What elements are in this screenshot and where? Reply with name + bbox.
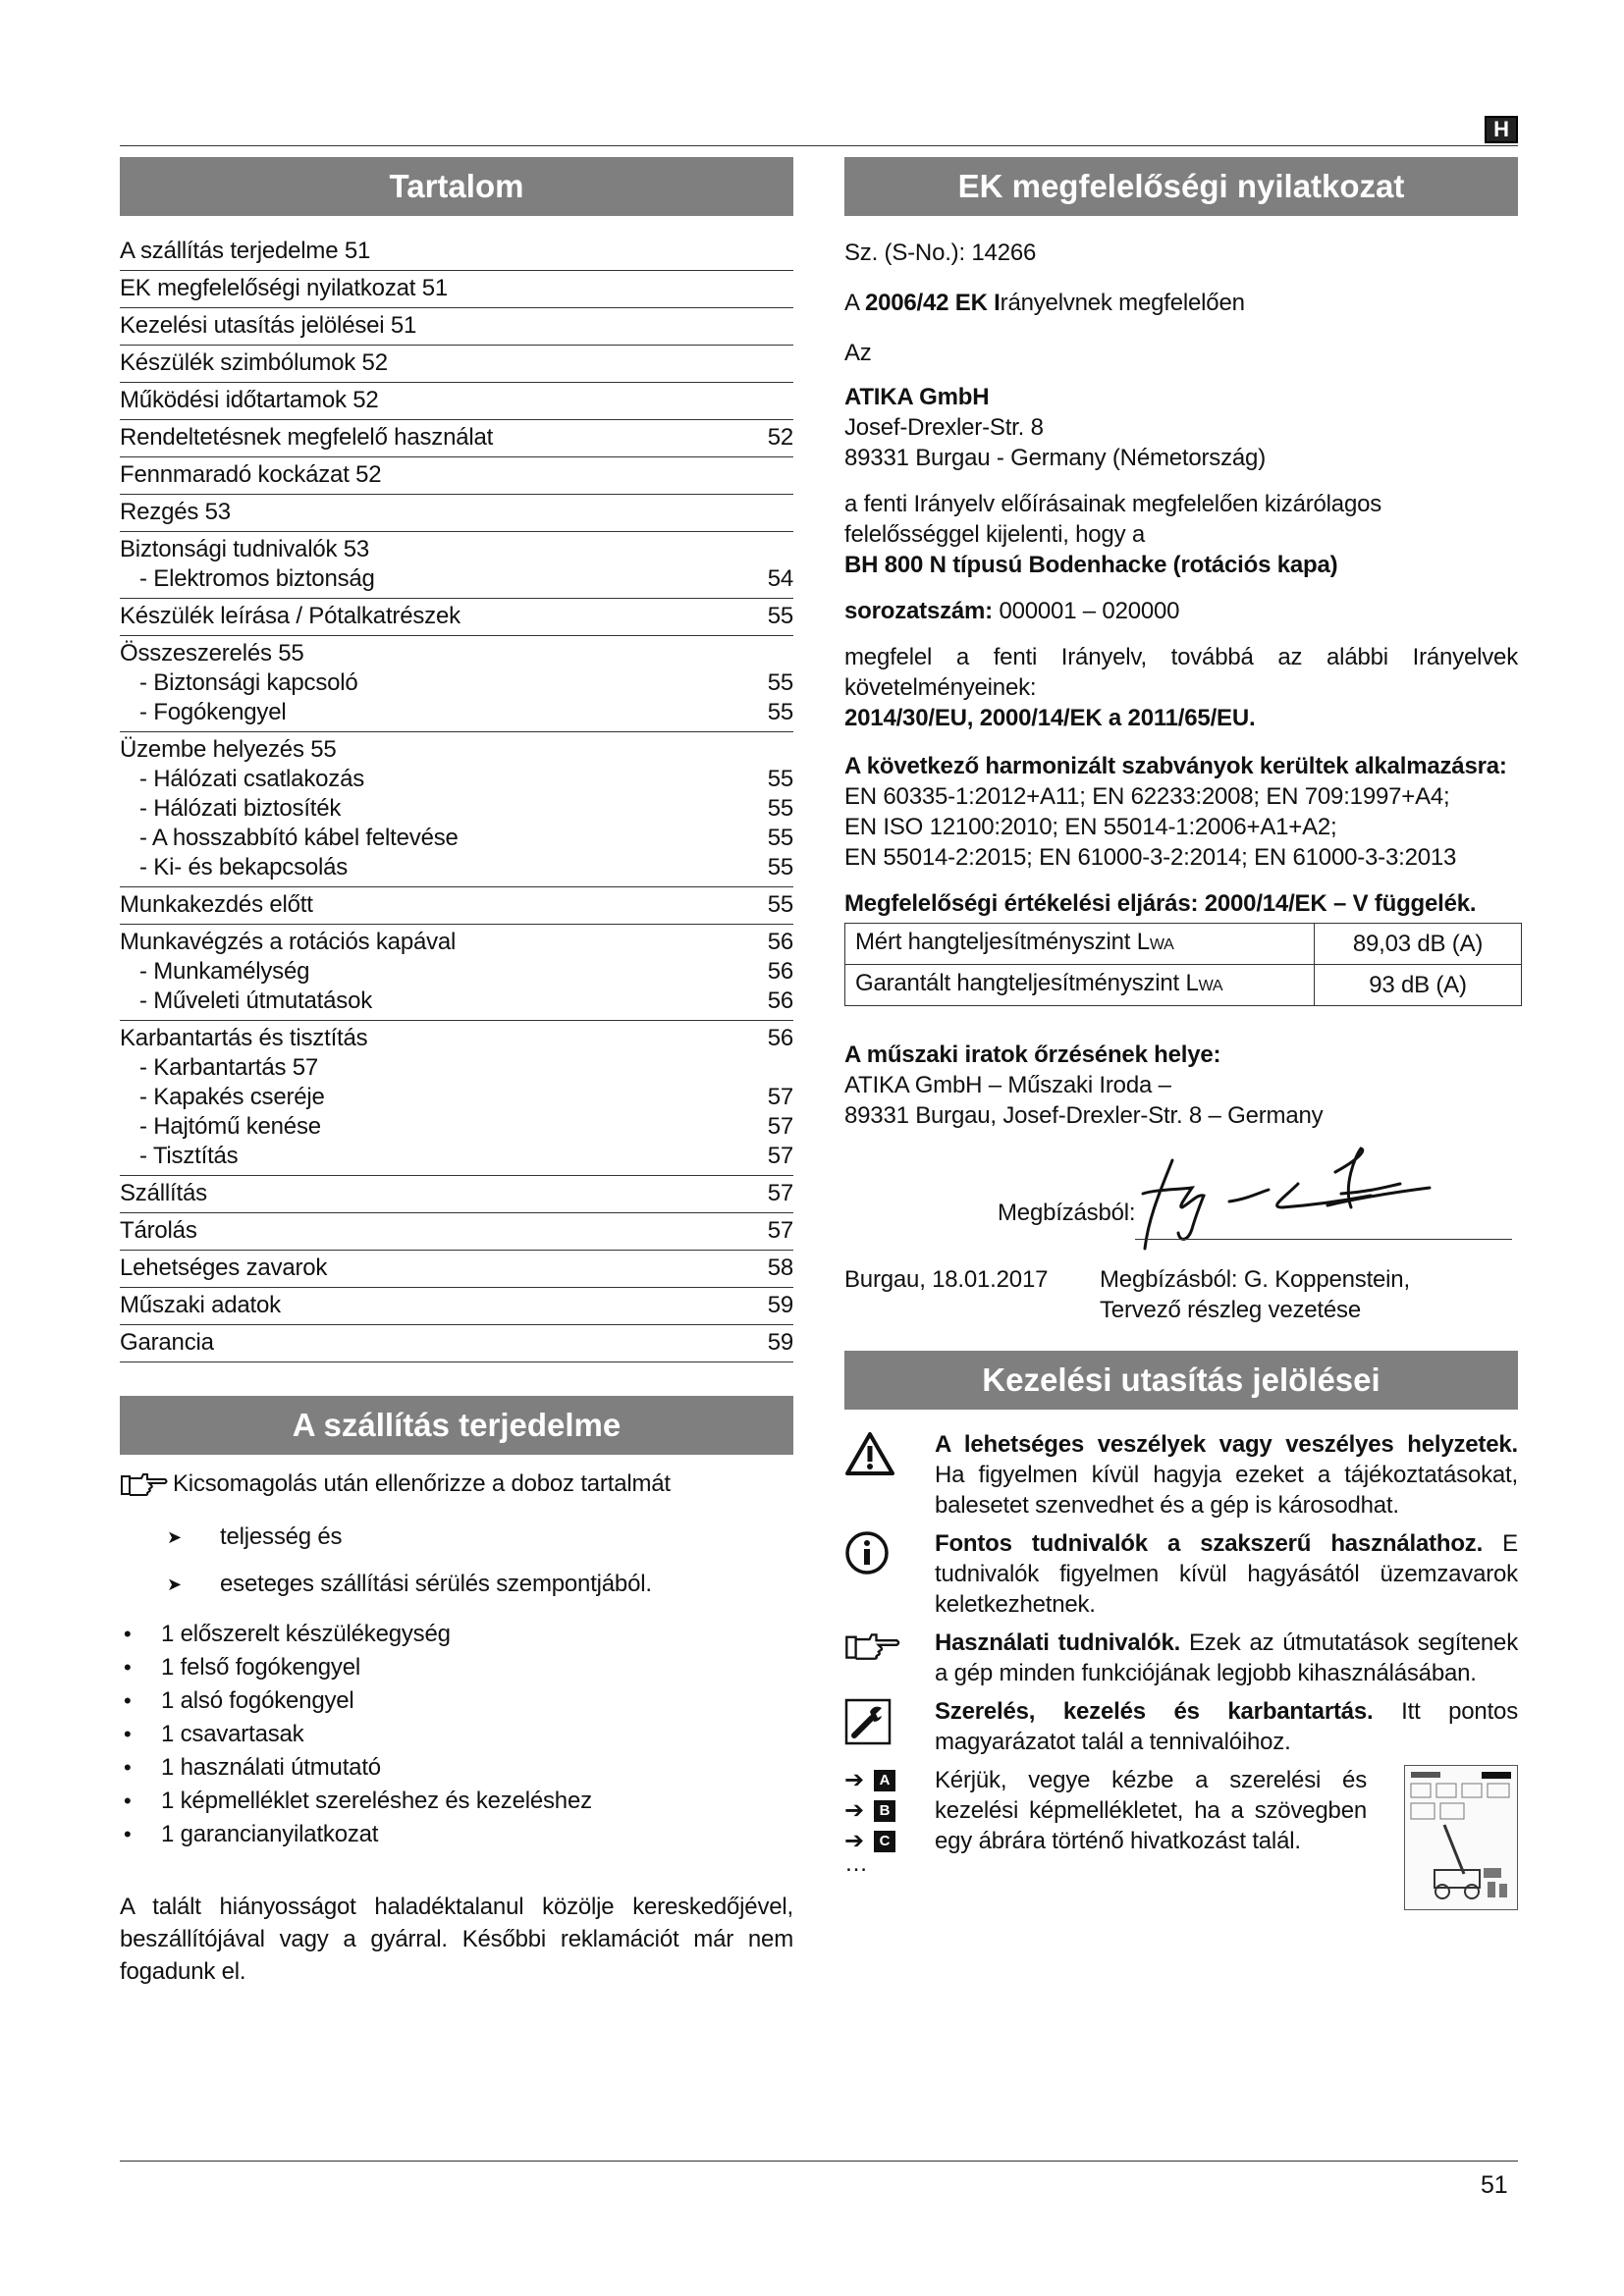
scope-item-text: 1 használati útmutató [161,1754,381,1781]
wrench-icon [844,1696,935,1745]
toc-row [120,1254,793,1283]
notation-body: E tudnivalók figyelmen kívül hagyásától üzemzavarok keletkezhetnek. [935,1530,1518,1618]
bottom-rule [120,2161,1518,2162]
toc-sub-row [120,1112,793,1142]
toc-row [120,602,793,631]
standard-line: EN 60335-1:2012+A11; EN 62233:2008; EN 709:1997+A4; [844,783,1450,810]
scope-check-list [167,1514,793,1608]
toc-sub-row [120,1053,793,1083]
toc-row [120,1024,793,1053]
toc-label: Összeszerelés 55 [120,640,304,667]
toc-page [758,460,793,490]
toc-sub-label: - Elektromos biztonság [139,565,375,592]
scope-item [120,1818,793,1851]
notation-bold: A lehetséges veszélyek vagy veszélyes helyzetek. [935,1431,1518,1458]
notation-item [844,1429,1518,1521]
signer-block [1100,1264,1410,1325]
date-row [844,1264,1518,1325]
toc-page [758,639,793,668]
toc-label: A szállítás terjedelme 51 [120,238,371,264]
toc-entry [120,271,793,308]
toc-page [758,311,793,341]
signature-block [844,1147,1518,1264]
sound-label: Mért hangteljesítményszint L [855,929,1150,955]
notation-list [844,1429,1518,1757]
toc-label: Garancia [120,1329,214,1356]
toc-sub-row [120,668,793,698]
toc-label: EK megfelelőségi nyilatkozat 51 [120,275,448,301]
toc-row [120,460,793,490]
signature-date: Burgau, 18.01.2017 [844,1266,1049,1293]
scope-item [120,1618,793,1651]
arrow-bullet-icon: ➤ [167,1575,182,1594]
sound-row [845,965,1522,1006]
scope-check-text: teljesség és [220,1523,343,1550]
toc-label: Készülék leírása / Pótalkatrészek [120,603,460,629]
toc-sub-row [120,1083,793,1112]
toc-sub-label: - Hálózati csatlakozás [139,766,365,792]
assessment-heading: Megfelelőségi értékelési eljárás: 2000/14/EK – V függelék. [844,890,1477,917]
toc-label: Szállítás [120,1180,207,1206]
toc-entry [120,1213,793,1251]
toc-label: Karbantartás és tisztítás [120,1025,368,1051]
toc-row [120,423,793,453]
toc-entry [120,532,793,599]
scope-intro [120,1468,793,1500]
toc-page: 55 [767,603,793,629]
toc-page [758,348,793,378]
toc-label: Műszaki adatok [120,1292,281,1318]
toc-entry [120,1251,793,1288]
sound-row [845,924,1522,965]
hand-pointer-icon [120,1470,169,1498]
bullet-dot-icon: • [124,1789,132,1813]
toc-sub-label: - Fogókengyel [139,699,287,725]
toc-sub-page: 57 [767,1113,793,1140]
company-street: Josef-Drexler-Str. 8 [844,414,1044,441]
notation-body: Itt pontos magyarázatot talál a tennivalóihoz. [935,1698,1518,1755]
bullet-dot-icon: • [124,1655,132,1680]
toc-row [120,928,793,957]
toc-label: Készülék szimbólumok 52 [120,349,388,376]
standard-line: EN 55014-2:2015; EN 61000-3-2:2014; EN 61000-3-3:2013 [844,844,1457,871]
reference-row [844,1765,935,1795]
signature-line [1135,1239,1512,1240]
toc-page: 56 [767,929,793,955]
toc-sub-row [120,957,793,987]
notation-text [935,1429,1518,1521]
notation-body: Ezek az útmutatások segítenek a gép minden funkciójának legjobb kihasználásában. [935,1629,1518,1686]
toc-entry [120,1288,793,1325]
toc-row [120,311,793,341]
scope-item-text: 1 garancianyilatkozat [161,1821,379,1847]
toc-label: Üzembe helyezés 55 [120,736,337,763]
bullet-dot-icon: • [124,1622,132,1646]
serial-range-value: 000001 – 020000 [992,598,1180,624]
toc-page [758,237,793,266]
standard-line: EN ISO 12100:2010; EN 55014-1:2006+A1+A2; [844,814,1337,840]
toc-label: Lehetséges zavarok [120,1255,328,1281]
toc-row [120,1291,793,1320]
toc-sub-page: 55 [767,825,793,851]
notation-text [935,1628,1518,1688]
scope-item-text: 1 alsó fogókengyel [161,1687,354,1714]
reference-letter-box: C [874,1831,895,1852]
toc-page: 56 [767,1025,793,1051]
notation-item [844,1528,1518,1620]
toc-sub-label: - Ki- és bekapcsolás [139,854,349,881]
sound-value: 89,03 dB (A) [1315,924,1522,965]
toc-entry [120,1325,793,1362]
bullet-dot-icon: • [124,1688,132,1713]
scope-item-list [120,1618,793,1851]
declaration-statement: a fenti Irányelv előírásainak megfelelően kizárólagos felelősséggel kijelenti, hogy a [844,491,1382,548]
sound-label-sub: WA [1198,978,1223,994]
further-directives: 2014/30/EU, 2000/14/EK a 2011/65/EU. [844,705,1256,731]
toc-page: 59 [767,1329,793,1356]
signature-label: Megbízásból: [998,1200,1136,1226]
scope-check-item [167,1561,793,1608]
toc-page: 59 [767,1292,793,1318]
toc-sub-label: - Hajtómű kenése [139,1113,321,1140]
scope-item [120,1718,793,1751]
scope-item [120,1785,793,1818]
warning-triangle-icon [844,1429,935,1476]
toc-page: 58 [767,1255,793,1281]
scope-intro-text: Kicsomagolás után ellenőrizze a doboz tartalmát [173,1470,671,1497]
notation-bold: Használati tudnivalók. [935,1629,1181,1656]
docs-heading: A műszaki iratok őrzésének helye: [844,1041,1221,1068]
toc-list [120,234,793,1362]
sound-label-sub: WA [1149,936,1174,953]
toc-row [120,735,793,765]
reference-arrow-icon: ➔ [844,1828,864,1854]
notation-bold: Szerelés, kezelés és karbantartás. [935,1698,1374,1725]
toc-sub-page [758,1053,793,1083]
toc-sub-page: 55 [767,854,793,881]
az-line: Az [844,340,872,366]
toc-sub-label: - Tisztítás [139,1143,239,1169]
reference-arrow-icon: ➔ [844,1797,864,1824]
language-badge: H [1485,116,1518,143]
toc-sub-page: 55 [767,699,793,725]
docs-line-2: 89331 Burgau, Josef-Drexler-Str. 8 – Germany [844,1102,1324,1129]
toc-page [758,274,793,303]
scope-item-text: 1 felső fogókengyel [161,1654,361,1681]
signer-line-2: Tervező részleg vezetése [1100,1297,1361,1323]
top-rule [120,145,1518,146]
toc-sub-label: - Biztonsági kapcsoló [139,669,358,696]
toc-row [120,348,793,378]
toc-sub-page: 54 [767,565,793,592]
arrow-bullet-icon: ➤ [167,1527,182,1547]
toc-title: Tartalom [120,157,793,216]
standards-list [844,781,1518,873]
toc-page: 55 [767,891,793,918]
directive-bold: 2006/42 EK I [864,290,1001,316]
declaration-title: EK megfelelőségi nyilatkozat [844,157,1518,216]
toc-sub-label: - Műveleti útmutatások [139,988,373,1014]
toc-row [120,1216,793,1246]
toc-entry [120,346,793,383]
toc-label: Biztonsági tudnivalók 53 [120,536,370,562]
toc-sub-label: - Kapakés cseréje [139,1084,325,1110]
reference-box-list [844,1765,935,1856]
toc-label: Tárolás [120,1217,197,1244]
toc-entry [120,457,793,495]
bullet-dot-icon: • [124,1755,132,1780]
toc-sub-page: 55 [767,669,793,696]
notation-body: Ha figyelmen kívül hagyja ezeket a tájékoztatásokat, balesetet szenvedhet és a gép is károsodhat. [935,1462,1518,1519]
page-number: 51 [1481,2171,1508,2199]
serial-range [844,596,1518,626]
toc-sub-row [120,765,793,794]
toc-row [120,535,793,564]
toc-entry [120,495,793,532]
toc-sub-row [120,564,793,594]
toc-row [120,237,793,266]
scope-title: A szállítás terjedelme [120,1396,793,1455]
toc-entry [120,308,793,346]
toc-row [120,1328,793,1358]
toc-sub-page: 57 [767,1084,793,1110]
toc-entry [120,599,793,636]
toc-row [120,1179,793,1208]
toc-row [120,639,793,668]
toc-sub-row [120,824,793,853]
reference-arrow-icon: ➔ [844,1767,864,1793]
company-name: ATIKA GmbH [844,384,990,410]
toc-entry [120,636,793,732]
directive-line [844,288,1518,318]
toc-page: 52 [767,424,793,451]
scope-item-text: 1 előszerelt készülékegység [161,1621,451,1647]
toc-entry [120,887,793,925]
reference-ellipsis: … [844,1850,868,1877]
toc-label: Fennmaradó kockázat 52 [120,461,382,488]
toc-label: Munkakezdés előtt [120,891,313,918]
toc-entry [120,925,793,1021]
toc-sub-row [120,987,793,1016]
toc-sub-row [120,853,793,882]
hand-pointer-icon [844,1628,935,1663]
reference-letter-box: A [874,1770,895,1791]
toc-page [758,498,793,527]
toc-page [758,735,793,765]
toc-sub-page: 57 [767,1143,793,1169]
toc-sub-page: 56 [767,958,793,985]
further-directives-text: megfelel a fenti Irányelv, továbbá az alábbi Irányelvek követelményeinek: [844,644,1518,701]
left-column [120,157,793,1988]
notation-title: Kezelési utasítás jelölései [844,1351,1518,1410]
scope-item-text: 1 képmelléklet szereléshez és kezeléshez [161,1788,592,1814]
scope-item [120,1684,793,1718]
info-icon [844,1528,935,1575]
reference-text: Kérjük, vegye kézbe a szerelési és kezelési képmellékletet, ha a szövegben egy ábrára történő hivatkozást talál. [935,1767,1367,1854]
toc-sub-label: - Karbantartás 57 [139,1054,319,1081]
toc-sub-page: 56 [767,988,793,1014]
toc-page: 57 [767,1180,793,1206]
toc-row [120,890,793,920]
serial-range-label: sorozatszám: [844,598,993,624]
toc-sub-label: - A hosszabbító kábel feltevése [139,825,459,851]
toc-page [758,386,793,415]
toc-page [758,535,793,564]
toc-sub-label: - Hálózati biztosíték [139,795,342,822]
toc-row [120,498,793,527]
notation-item [844,1696,1518,1757]
toc-label: Rendeltetésnek megfelelő használat [120,424,494,451]
signer-line-1: Megbízásból: G. Koppenstein, [1100,1266,1410,1293]
toc-row [120,386,793,415]
company-city: 89331 Burgau - Germany (Németország) [844,445,1266,471]
sound-table [844,923,1522,1006]
scope-footer: A talált hiányosságot haladéktalanul közölje kereskedőjével, beszállítójával vagy a gyárral. Későbbi reklamációt már nem fogadunk el. [120,1894,793,1985]
product-name: BH 800 N típusú Bodenhacke (rotációs kapa) [844,552,1338,578]
toc-entry [120,1021,793,1176]
bullet-dot-icon: • [124,1822,132,1846]
bullet-dot-icon: • [124,1722,132,1746]
toc-sub-row [120,794,793,824]
right-column [844,157,1518,1876]
reference-letter-box: B [874,1800,895,1822]
scope-item [120,1651,793,1684]
toc-sub-row [120,1142,793,1171]
scope-check-text: eseteges szállítási sérülés szempontjából. [220,1571,652,1597]
scope-check-item [167,1514,793,1561]
sound-label: Garantált hangteljesítményszint L [855,970,1199,996]
toc-label: Működési időtartamok 52 [120,387,379,413]
toc-label: Munkavégzés a rotációs kapával [120,929,457,955]
toc-entry [120,420,793,457]
notation-text [935,1528,1518,1620]
directive-prefix: A [844,290,865,316]
notation-text [935,1696,1518,1757]
toc-sub-label: - Munkamélység [139,958,310,985]
toc-row [120,274,793,303]
toc-label: Kezelési utasítás jelölései 51 [120,312,417,339]
toc-entry [120,1176,793,1213]
serial-number: Sz. (S-No.): 14266 [844,240,1037,266]
toc-label: Rezgés 53 [120,499,231,525]
reference-row [844,1795,935,1826]
scope-item-text: 1 csavartasak [161,1721,304,1747]
docs-line-1: ATIKA GmbH – Műszaki Iroda – [844,1072,1171,1098]
standards-heading: A következő harmonizált szabványok kerültek alkalmazásra: [844,753,1507,779]
scope-item [120,1751,793,1785]
toc-sub-page: 55 [767,766,793,792]
toc-entry [120,732,793,887]
notation-bold: Fontos tudnivalók a szakszerű használathoz. [935,1530,1484,1557]
toc-entry [120,383,793,420]
toc-page: 57 [767,1217,793,1244]
notation-item [844,1628,1518,1688]
sound-value: 93 dB (A) [1315,965,1522,1006]
toc-entry [120,234,793,271]
sound-label-cell [845,965,1315,1006]
toc-sub-page: 55 [767,795,793,822]
sound-label-cell [845,924,1315,965]
reference-block [844,1765,1518,1876]
toc-sub-row [120,698,793,727]
manual-thumbnail-icon [1404,1765,1518,1910]
directive-suffix: rányelvnek megfelelően [1000,290,1245,316]
